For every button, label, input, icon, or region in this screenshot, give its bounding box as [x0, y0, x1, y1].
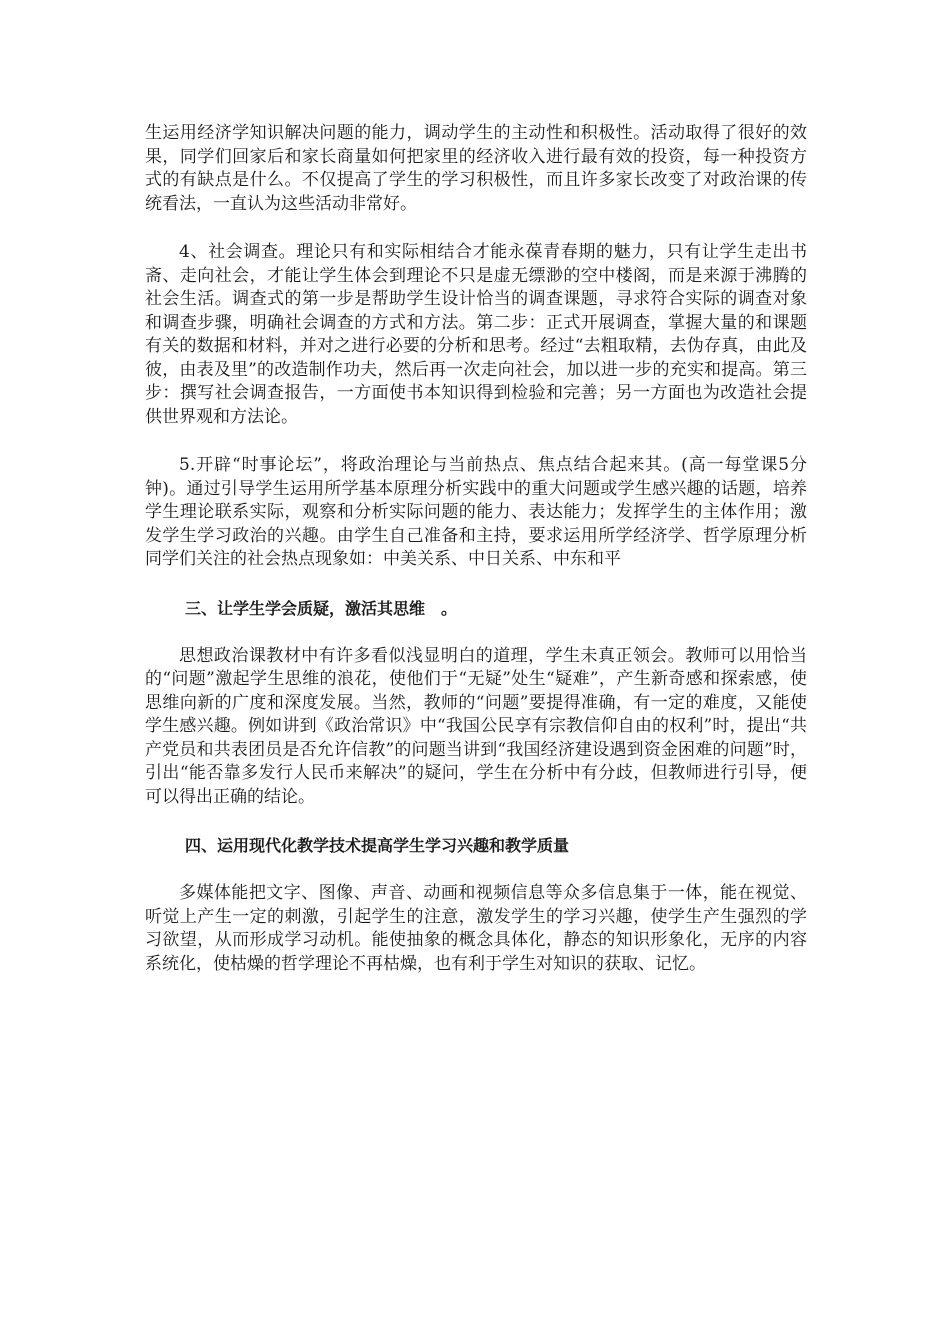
document-page: [145, 122, 807, 1001]
section-heading-modern-technology: 四、运用现代化教学技术提高学生学习兴趣和教学质量: [185, 836, 570, 855]
section-heading-questioning: 三、让学生学会质疑，激活其思维 。: [185, 598, 458, 618]
paragraph-continued: 生运用经济学知识解决问题的能力，调动学生的主动性和积极性。活动取得了很好的效果，同学们回家后和家长商量如何把家里的经济收入进行最有效的投资，每一种投资方式的有缺点是什么。不仅提高了学生的学习积极性，而且许多家长改变了对政治课的传统看法，一直认为这些活动非常好。: [145, 123, 807, 214]
paragraph-questioning: 思想政治课教材中有许多看似浅显明白的道理，学生未真正领会。教师可以用恰当的“问题”激起学生思维的浪花，使他们于“无疑”处生“疑难”，产生新奇感和探索感，使思维向新的广度和深度发展。当然，教师的“问题”要提得准确，有一定的难度，又能使学生感兴趣。例如讲到《政治常识》中“我国公民享有宗教信仰自由的权利”时，提出“共产党员和共表团员是否允许信教”的问题当讲到“我国经济建设遇到资金困难的问题”时，引出“能否靠多发行人民币来解决”的疑问，学生在分析中有分歧，但教师进行引导，便可以得出正确的结论。: [145, 645, 807, 807]
paragraph-multimedia: 多媒体能把文字、图像、声音、动画和视频信息等众多信息集于一体，能在视觉、听觉上产生一定的刺激，引起学生的注意，激发学生的学习兴趣，使学生产生强烈的学习欲望，从而形成学习动机。能使抽象的概念具体化，静态的知识形象化，无序的内容系统化，使枯燥的哲学理论不再枯燥，也有利于学生对知识的获取、记忆。: [145, 883, 807, 974]
paragraph-current-affairs-forum: 5.开辟“时事论坛”，将政治理论与当前热点、焦点结合起来其。(高一每堂课5分钟)。通过引导学生运用所学基本原理分析实践中的重大问题或学生感兴趣的话题，培养学生理论联系实际，观察和分析实际问题的能力、表达能力；发挥学生的主体作用；激发学生学习政治的兴趣。由学生自己准备和主持，要求运用所学经济学、哲学原理分析同学们关注的社会热点现象如：中美关系、中日关系、中东和平: [145, 455, 807, 569]
paragraph-social-survey: 4、社会调查。理论只有和实际相结合才能永葆青春期的魅力，只有让学生走出书斋、走向社会，才能让学生体会到理论不只是虚无缥渺的空中楼阁，而是来源于沸腾的社会生活。调查式的第一步是帮助学生设计恰当的调查课题，寻求符合实际的调查对象和调查步骤，明确社会调查的方式和方法。第二步：正式开展调查，掌握大量的和课题有关的数据和材料，并对之进行必要的分析和思考。经过“去粗取精，去伪存真，由此及彼，由表及里”的改造制作功夫，然后再一次走向社会，加以进一步的充实和提高。第三步：撰写社会调查报告，一方面使书本知识得到检验和完善；另一方面也为改造社会提供世界观和方法论。: [145, 242, 807, 427]
